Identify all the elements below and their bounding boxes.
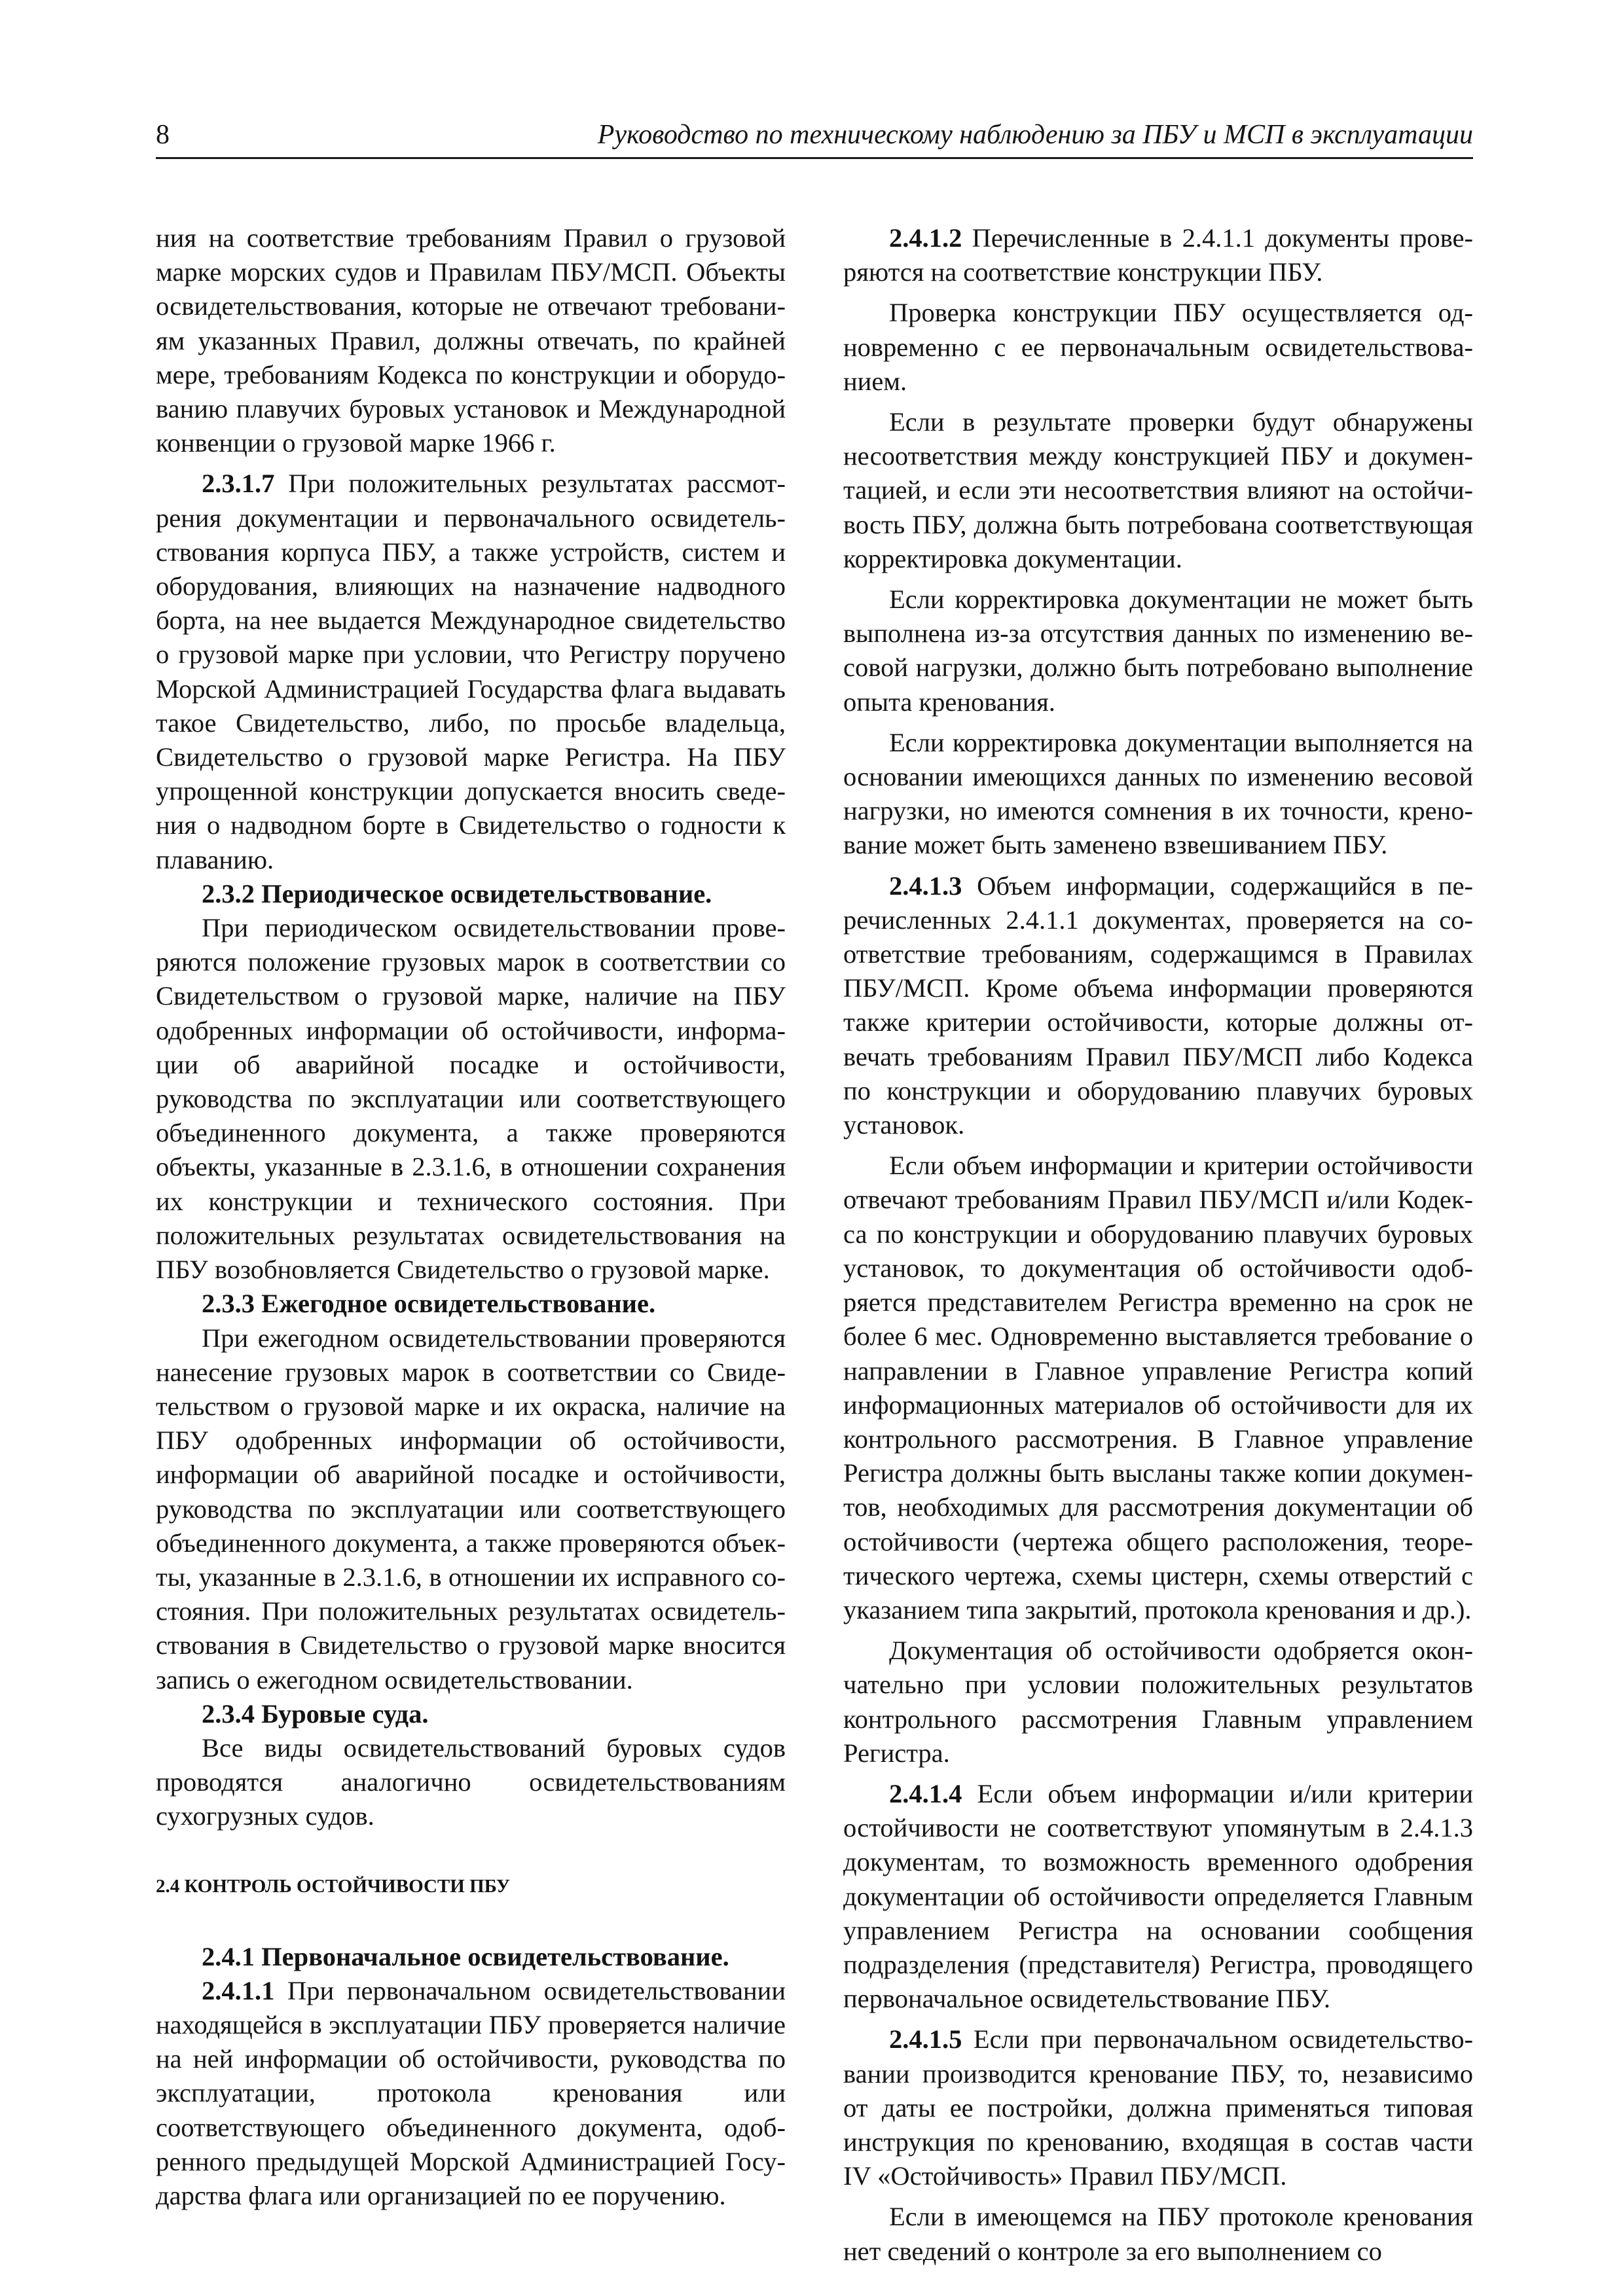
page-number: 8 (156, 120, 170, 150)
paragraph: Если корректировка документации не может быть выполнена из-за отсутствия данных по изменению весовой нагрузки, должно быть потребовано выполнение опыта кренования. (843, 584, 1473, 717)
clause-number: 2.4.1.1 (202, 1975, 275, 2005)
clause-number: 2.4.1.2 (889, 223, 962, 253)
paragraph: Проверка конструкции ПБУ осуществляется одновременно с ее первоначальным освидетельствованием. (843, 298, 1473, 396)
clause-number: 2.3.1.7 (202, 469, 275, 499)
clause-text: При положительных результатах рассмотрения документации и первоначального освидетельствования корпуса ПБУ, а также устройств, систем и оборудования, влияющих на назначение надводного борта, на нее выдается Международное свидетельство о грузовой марке при условии, что Регистру поручено Морской Администрацией Государства флага выдавать такое Свидетельство, либо, по просьбе владельца, Свидетельство о грузовой марке Регистра. На ПБУ упрощенной конструкции допускается вносить сведения о надводном борте в Свидетельство о годности к плаванию. (156, 469, 786, 874)
paragraph: Если корректировка документации выполняется на основании имеющихся данных по изменению весовой нагрузки, но имеются сомнения в их точности, кренование может быть заменено взвешиванием ПБУ. (843, 727, 1473, 860)
paragraph: Если в результате проверки будут обнаружены несоответствия между конструкцией ПБУ и документацией, и если эти несоответствия влияют на остойчивость ПБУ, должна быть потребована соответствующая корректировка документации. (843, 407, 1473, 573)
paragraph: Если объем информации и критерии остойчивости отвечают требованиям Правил ПБУ/МСП и/или Кодекса по конструкции и оборудованию плавучих буровых установок, то документация об остойчивости одобряется представителем Регистра временно на срок не более 6 мес. Одновременно выставляется требование о направлении в Главное управление Регистра копий информационных материалов об остойчивости для их контрольного рассмотрения. В Главное управление Регистра должны быть высланы также копии документов, необходимых для рассмотрения документации об остойчивости (чертежа общего расположения, теоретического чертежа, схемы цистерн, схемы отверстий с указанием типа закрытий, протокола кренования и др.). (843, 1151, 1473, 1624)
clause-text: При первоначальном освидетельствовании находящейся в эксплуатации ПБУ проверяется наличие на ней информации об остойчивости, руководства по эксплуатации, протокола кренования или соответствующего объединенного документа, одобренного предыдущей Морской Администрацией Государства флага или организацией по ее поручению. (156, 1975, 786, 2210)
subsection-heading-2-3-2: 2.3.2 Периодическое освидетельствование. (202, 878, 712, 908)
clause-number: 2.4.1.3 (889, 870, 962, 901)
section-title-2-4: 2.4 КОНТРОЛЬ ОСТОЙЧИВОСТИ ПБУ (156, 1875, 511, 1897)
clause-text: Объем информации, содержащийся в перечисленных 2.4.1.1 документах, проверяется на соответствие требованиям, содержащимся в Правилах ПБУ/МСП. Кроме объема информации проверяются также критерии остойчивости, которые должны отвечать требованиям Правил ПБУ/МСП либо Кодекса по конструкции и оборудованию плавучих буровых установок. (843, 870, 1473, 1140)
paragraph: Если в имеющемся на ПБУ протоколе кренования нет сведений о контроле за его выполнением со (843, 2202, 1473, 2266)
paragraph: При периодическом освидетельствовании проверяются положение грузовых марок в соответствии со Свидетельством о грузовой марке, наличие на ПБУ одобренных информации об остойчивости, информации об аварийной посадке и остойчивости, руководства по эксплуатации или соответствующего объединенного документа, а также проверяются объекты, указанные в 2.3.1.6, в отношении сохранения их конструкции и технического состояния. При положительных результатах освидетельствования на ПБУ возобновляется Свидетельство о грузовой марке. (156, 913, 786, 1285)
paragraph: Все виды освидетельствований буровых судов проводятся аналогично освидетельствованиям сухогрузных судов. (156, 1732, 786, 1831)
paragraph (843, 2022, 1473, 2193)
subsection-heading-2-3-4: 2.3.4 Буровые суда. (202, 1698, 429, 1729)
clause-text: Если при первоначальном освидетельствовании производится кренование ПБУ, то, независимо от даты ее постройки, должна применяться типовая инструкция по кренованию, входящая в состав части IV «Остойчивость» Правил ПБУ/МСП. (843, 2024, 1473, 2191)
right-column (843, 221, 1473, 2269)
running-title: Руководство по техническому наблюдению за ПБУ и МСП в эксплуатации (597, 120, 1473, 150)
paragraph: ния на соответствие требованиям Правил о грузовой марке морских судов и Правилам ПБУ/МСП. Объекты освидетельствования, которые не отвечают требованиям указанных Правил, должны отвечать, по крайней мере, требованиям Кодекса по конструкции и оборудованию плавучих буровых установок и Международной конвенции о грузовой марке 1966 г. (156, 223, 786, 458)
paragraph (156, 1974, 786, 2213)
clause-number: 2.4.1.5 (889, 2024, 962, 2054)
clause-number: 2.4.1.4 (889, 1778, 962, 1808)
page-header (156, 117, 1473, 159)
subsection-heading-2-3-3: 2.3.3 Ежегодное освидетельствование. (202, 1289, 656, 1319)
paragraph (843, 869, 1473, 1143)
clause-text: Перечисленные в 2.4.1.1 документы проверяются на соответствие конструкции ПБУ. (843, 223, 1473, 287)
left-column (156, 221, 786, 2213)
paragraph: Документация об остойчивости одобряется окончательно при условии положительных результатов контрольного рассмотрения Главным управлением Регистра. (843, 1636, 1473, 1768)
subsection-heading-2-4-1: 2.4.1 Первоначальное освидетельствование. (202, 1941, 729, 1971)
clause-text: Если объем информации и/или критерии остойчивости не соответствуют упомянутым в 2.4.1.3 документам, то возможность временного одобрения документации об остойчивости определяется Главным управлением Регистра на основании сообщения подразделения (представителя) Регистра, проводящего первоначальное освидетельствование ПБУ. (843, 1778, 1473, 2014)
paragraph (156, 467, 786, 876)
paragraph (843, 1777, 1473, 2016)
paragraph: При ежегодном освидетельствовании проверяются нанесение грузовых марок в соответствии со Свидетельством о грузовой марке и их окраска, наличие на ПБУ одобренных информации об остойчивости, информации об аварийной посадке и остойчивости, руководства по эксплуатации или соответствующего объединенного документа, а также проверяются объекты, указанные в 2.3.1.6, в отношении их исправного состояния. При положительных результатах освидетельствования в Свидетельство о грузовой марке вносится запись о ежегодном освидетельствовании. (156, 1323, 786, 1695)
paragraph (843, 221, 1473, 289)
